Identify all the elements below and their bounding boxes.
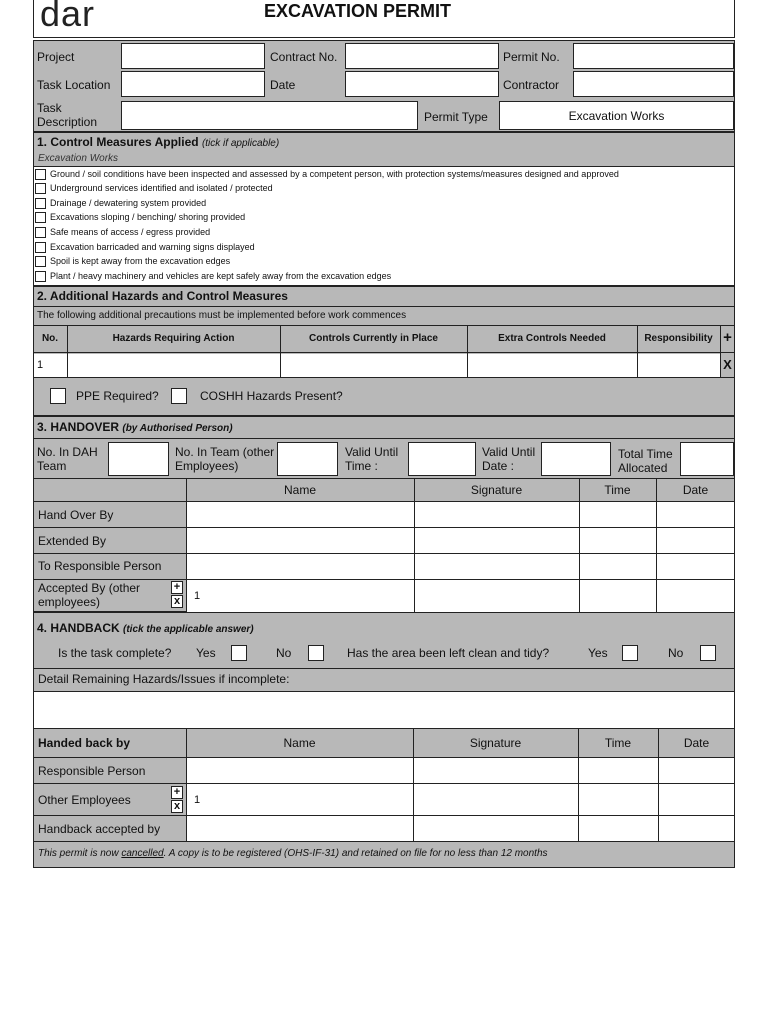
col-extra-controls: Extra Controls Needed xyxy=(498,333,606,344)
footer-note xyxy=(38,848,548,860)
project-label: Project xyxy=(37,50,75,64)
control-checkbox[interactable] xyxy=(35,212,46,223)
control-checkbox[interactable] xyxy=(35,227,46,238)
area-clean-yes-checkbox[interactable] xyxy=(622,645,638,661)
permit-type-value: Excavation Works xyxy=(499,101,734,130)
area-clean-yes-label: Yes xyxy=(588,646,608,660)
no-dah-team-field[interactable] xyxy=(108,442,169,476)
contractor-field[interactable] xyxy=(573,71,734,97)
row-number: 1 xyxy=(37,359,44,371)
total-time-field[interactable] xyxy=(680,442,734,476)
divider xyxy=(33,728,735,729)
control-checkbox[interactable] xyxy=(35,183,46,194)
footer-cancelled: cancelled xyxy=(121,848,164,859)
contract-no-label: Contract No. xyxy=(270,50,338,64)
divider xyxy=(33,553,735,554)
col-controls: Controls Currently in Place xyxy=(309,333,438,344)
no-dah-team-label: No. In DAH Team xyxy=(37,445,98,473)
task-location-label: Task Location xyxy=(37,78,111,92)
divider xyxy=(33,478,735,479)
control-checkbox[interactable] xyxy=(35,256,46,267)
task-complete-yes-checkbox[interactable] xyxy=(231,645,247,661)
col-hazards: Hazards Requiring Action xyxy=(112,333,235,344)
detail-remaining-field[interactable] xyxy=(34,692,734,728)
add-row-button[interactable]: + xyxy=(723,329,732,346)
handback-table-body[interactable] xyxy=(187,758,734,841)
control-item: Spoil is kept away from the excavation edges xyxy=(50,256,231,266)
date-field[interactable] xyxy=(345,71,499,97)
section3-note: (by Authorised Person) xyxy=(122,423,233,434)
control-item: Drainage / dewatering system provided xyxy=(50,198,207,208)
handover-col-date: Date xyxy=(682,483,709,497)
valid-until-date-field[interactable] xyxy=(541,442,611,476)
contract-no-field[interactable] xyxy=(345,43,499,69)
section3-title xyxy=(37,420,233,436)
handover-col-signature: Signature xyxy=(470,483,523,497)
divider xyxy=(33,783,735,784)
permit-type-label: Permit Type xyxy=(424,110,488,124)
add-employee-button[interactable]: + xyxy=(171,581,183,594)
row-label: Accepted By (other employees) xyxy=(38,581,141,609)
col-divider xyxy=(67,354,68,377)
row-label: To Responsible Person xyxy=(38,559,162,573)
ppe-checkbox[interactable] xyxy=(50,388,66,404)
no-in-team-label: No. In Team (other Employees) xyxy=(175,445,275,473)
col-no: No. xyxy=(41,333,59,344)
dar-logo: dar xyxy=(40,0,96,34)
divider xyxy=(33,306,735,307)
section3-title-text: 3. HANDOVER xyxy=(37,420,120,434)
col-divider xyxy=(656,502,657,612)
coshh-label: COSHH Hazards Present? xyxy=(200,389,343,403)
contractor-label: Contractor xyxy=(503,78,560,92)
row-label: Other Employees xyxy=(38,793,131,807)
permit-no-label: Permit No. xyxy=(503,50,560,64)
section1-subtitle: Excavation Works xyxy=(38,153,119,164)
row-label: Extended By xyxy=(38,534,107,548)
task-description-label: Task Description xyxy=(37,101,98,129)
handback-col-time: Time xyxy=(604,736,632,750)
col-responsibility: Responsibility xyxy=(644,333,713,344)
col-divider xyxy=(414,502,415,612)
control-item: Underground services identified and isolated / protected xyxy=(50,183,273,193)
total-time-label: Total Time Allocated xyxy=(618,447,673,475)
section4-title-text: 4. HANDBACK xyxy=(37,621,120,635)
section1-title xyxy=(37,135,279,151)
coshh-checkbox[interactable] xyxy=(171,388,187,404)
col-divider xyxy=(658,758,659,841)
remove-employee-button[interactable]: x xyxy=(171,595,183,608)
divider xyxy=(33,815,735,816)
handback-col-signature: Signature xyxy=(469,736,522,750)
section4-note: (tick the applicable answer) xyxy=(123,624,254,635)
col-divider xyxy=(637,354,638,377)
control-item: Ground / soil conditions have been inspected and assessed by a competent person, with protection systems/measures designed and approved xyxy=(50,169,619,179)
handover-table-body[interactable] xyxy=(187,502,734,612)
section4-title xyxy=(37,621,254,637)
project-field[interactable] xyxy=(121,43,265,69)
col-divider xyxy=(467,354,468,377)
footer-post: . A copy is to be registered (OHS-IF-31) and retained on file for no less than 12 months xyxy=(163,848,548,859)
handback-col-date: Date xyxy=(683,736,710,750)
permit-no-field[interactable] xyxy=(573,43,734,69)
handed-back-by-label: Handed back by xyxy=(38,736,131,750)
row-label: Hand Over By xyxy=(38,508,114,522)
section2-title: 2. Additional Hazards and Control Measures xyxy=(37,289,288,303)
task-complete-yes-label: Yes xyxy=(196,646,216,660)
task-description-field[interactable] xyxy=(121,101,418,130)
footer-pre: This permit is now xyxy=(38,848,122,859)
task-complete-no-label: No xyxy=(276,646,292,660)
date-label: Date xyxy=(270,78,296,92)
divider xyxy=(33,377,735,378)
task-location-field[interactable] xyxy=(121,71,265,97)
ppe-label: PPE Required? xyxy=(76,389,159,403)
divider xyxy=(33,668,735,669)
delete-row-button[interactable]: X xyxy=(723,357,732,372)
col-divider xyxy=(578,758,579,841)
divider xyxy=(33,841,735,842)
row-label: Handback accepted by xyxy=(38,822,161,836)
section2-note: The following additional precautions must be implemented before work commences xyxy=(37,310,407,321)
valid-until-date-label: Valid Until Date : xyxy=(482,445,536,473)
no-in-team-field[interactable] xyxy=(277,442,338,476)
control-item: Excavation barricaded and warning signs displayed xyxy=(50,242,255,252)
section1-title-text: 1. Control Measures Applied xyxy=(37,135,199,149)
control-checkbox[interactable] xyxy=(35,271,46,282)
handback-col-name: Name xyxy=(283,736,316,750)
row-label: Responsible Person xyxy=(38,764,146,778)
detail-remaining-label: Detail Remaining Hazards/Issues if incomplete: xyxy=(38,672,290,686)
handover-col-name: Name xyxy=(283,483,316,497)
divider xyxy=(33,527,735,528)
task-complete-no-checkbox[interactable] xyxy=(308,645,324,661)
handover-col-time: Time xyxy=(604,483,631,497)
area-clean-no-label: No xyxy=(668,646,684,660)
section1-note: (tick if applicable) xyxy=(201,138,280,149)
row-value: 1 xyxy=(194,794,201,806)
col-divider xyxy=(579,502,580,612)
control-checkbox[interactable] xyxy=(35,198,46,209)
control-checkbox[interactable] xyxy=(35,242,46,253)
control-item: Excavations sloping / benching/ shoring provided xyxy=(50,212,246,222)
add-employee-button[interactable]: + xyxy=(171,786,183,799)
area-clean-question: Has the area been left clean and tidy? xyxy=(347,646,550,660)
table-row xyxy=(34,354,720,377)
control-item: Safe means of access / egress provided xyxy=(50,227,211,237)
task-complete-question: Is the task complete? xyxy=(58,646,172,660)
divider xyxy=(33,438,735,439)
valid-until-time-field[interactable] xyxy=(408,442,476,476)
row-value: 1 xyxy=(194,590,201,602)
divider xyxy=(33,579,735,580)
col-divider xyxy=(280,354,281,377)
control-item: Plant / heavy machinery and vehicles are kept safely away from the excavation edges xyxy=(50,271,392,281)
col-divider xyxy=(413,758,414,841)
remove-employee-button[interactable]: x xyxy=(171,800,183,813)
control-checkbox[interactable] xyxy=(35,169,46,180)
valid-until-time-label: Valid Until Time : xyxy=(345,445,399,473)
page-title: EXCAVATION PERMIT xyxy=(264,1,452,21)
area-clean-no-checkbox[interactable] xyxy=(700,645,716,661)
